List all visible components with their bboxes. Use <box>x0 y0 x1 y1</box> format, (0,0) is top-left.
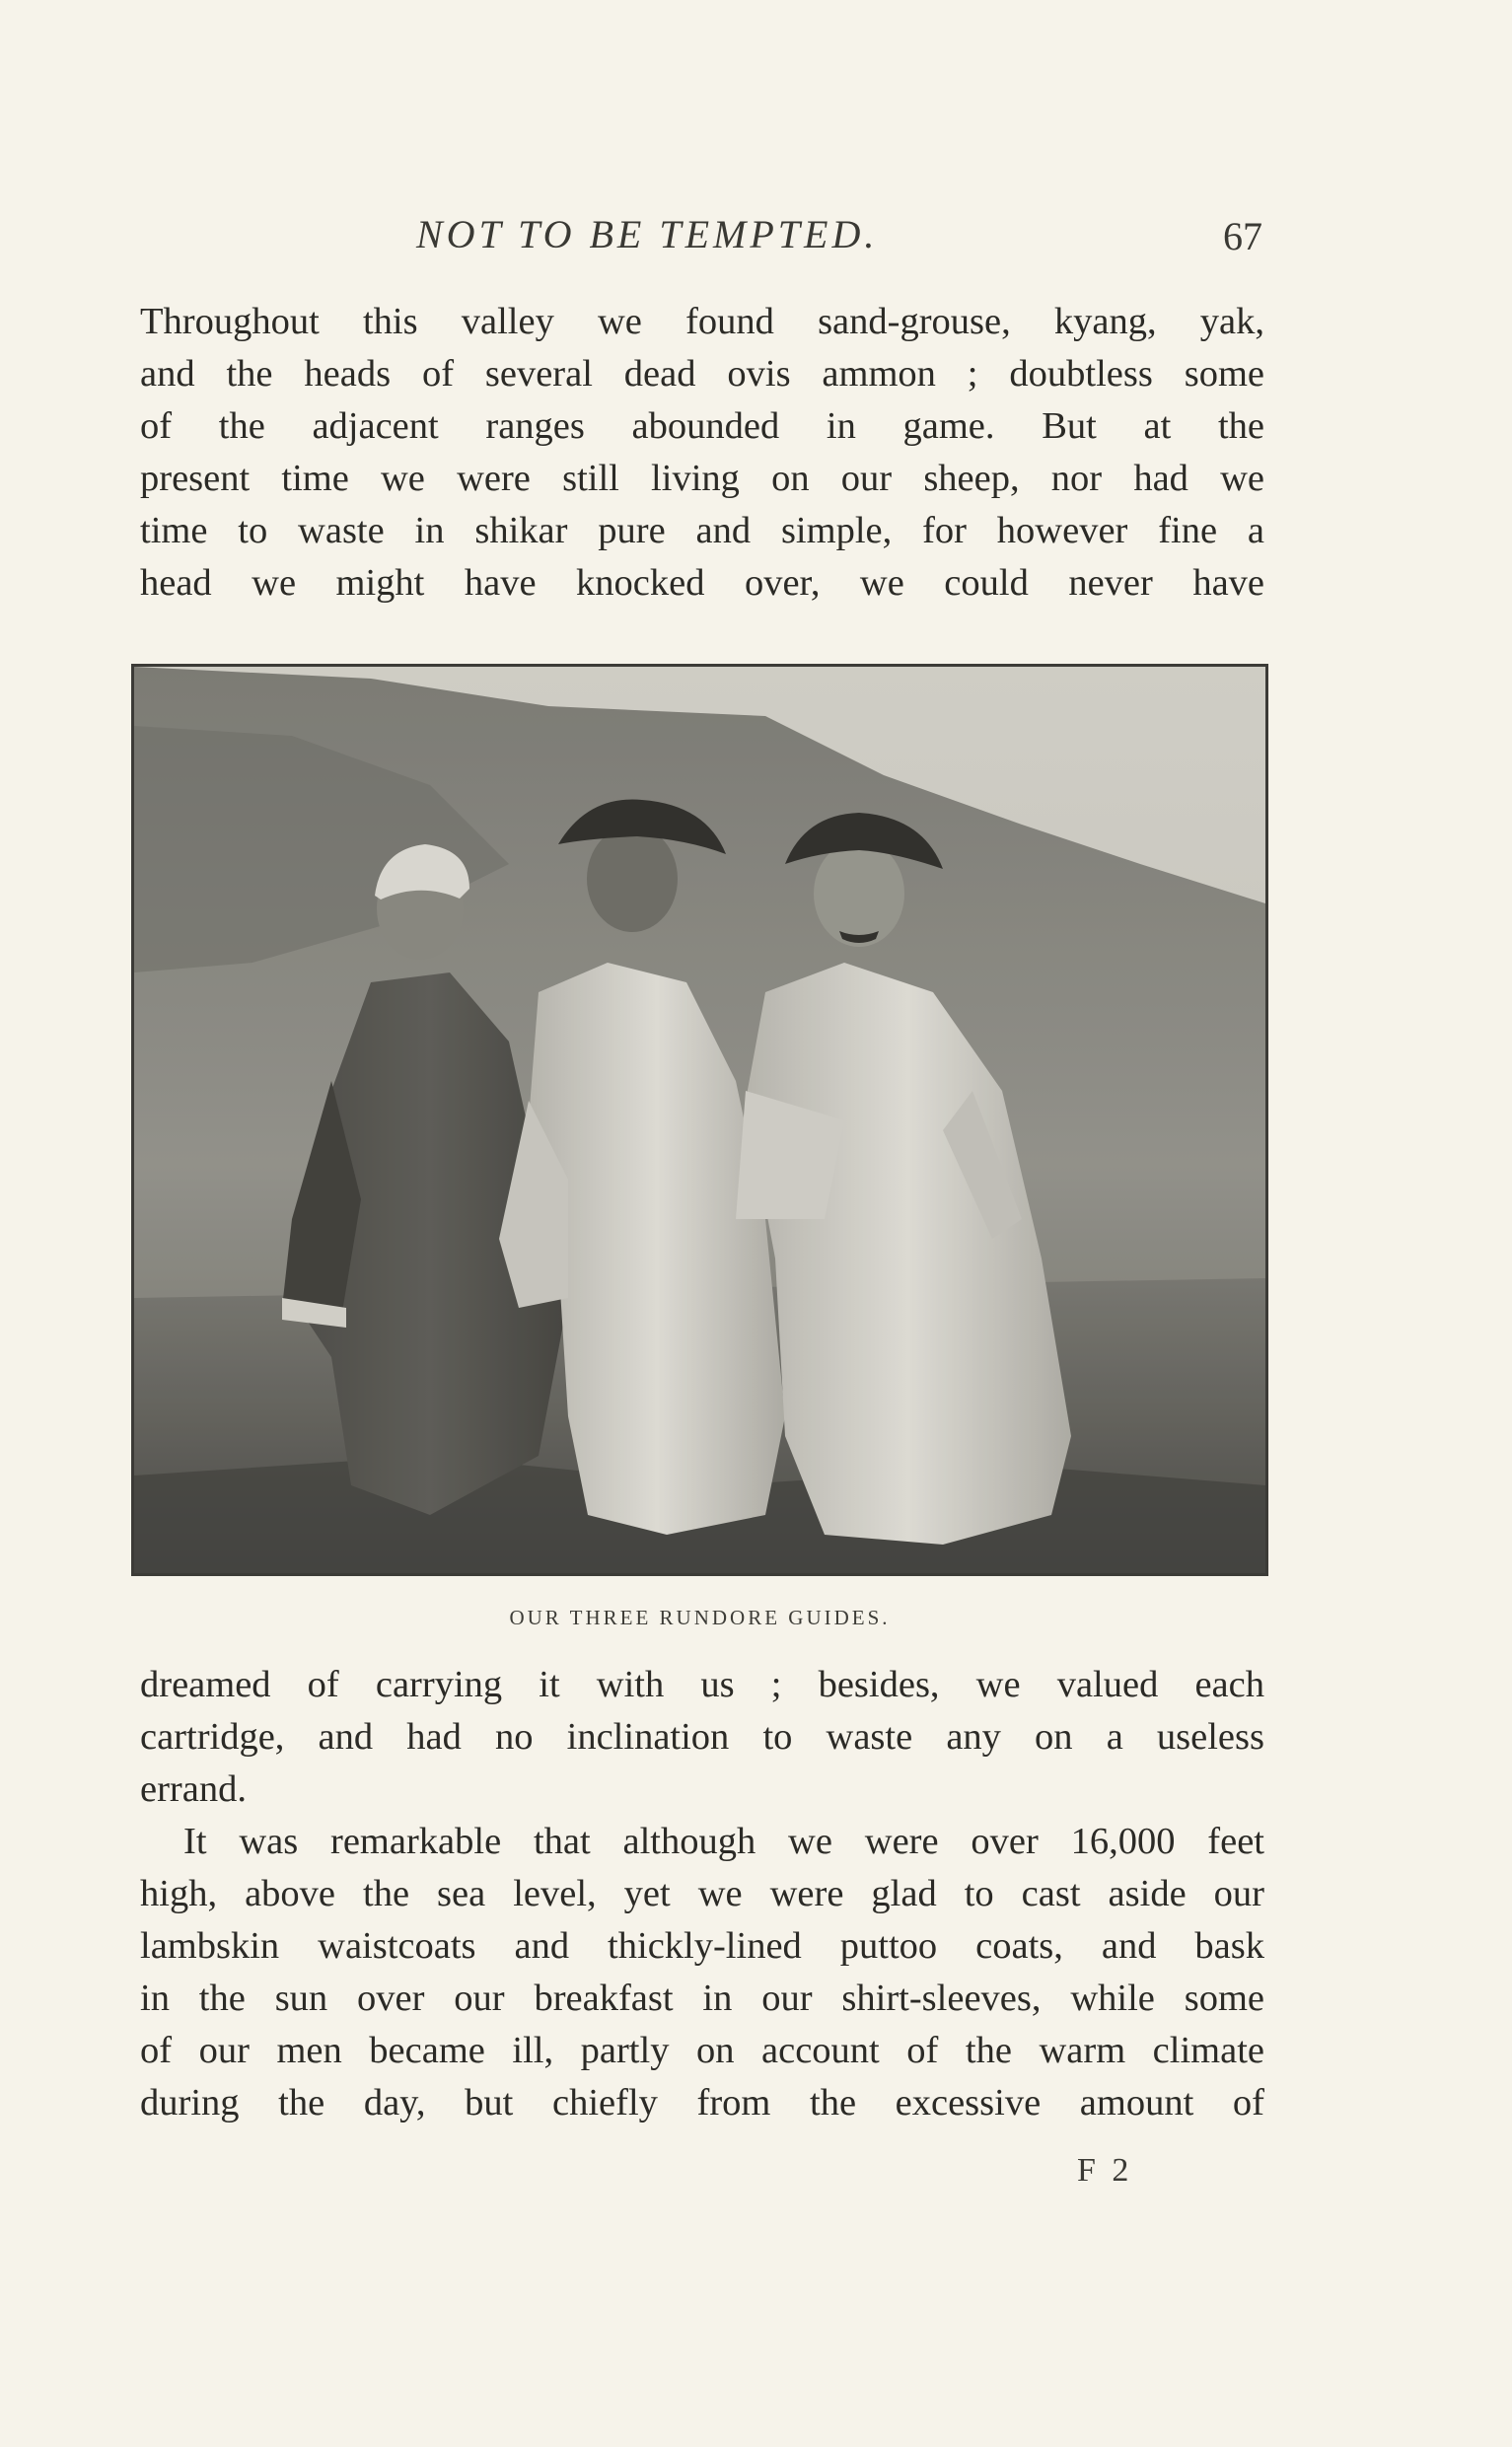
running-title: NOT TO BE TEMPTED. <box>416 212 879 256</box>
text-line: present time we were still living on our sheep, nor had we <box>140 458 1264 499</box>
text-line: of our men became ill, partly on account of the warm climate <box>140 2030 1264 2071</box>
text-line: of the adjacent ranges abounded in game. But at the <box>140 405 1264 447</box>
text-line: head we might have knocked over, we could never have <box>140 562 1264 604</box>
text-line: dreamed of carrying it with us ; besides, we valued each <box>140 1664 1264 1705</box>
text-line: lambskin waistcoats and thickly-lined puttoo coats, and bask <box>140 1925 1264 1967</box>
text-line: Throughout this valley we found sand-grouse, kyang, yak, <box>140 301 1264 342</box>
running-head <box>138 211 1262 270</box>
paragraph-top <box>140 296 1264 610</box>
photo-illustration <box>134 667 1265 1573</box>
text-line: and the heads of several dead ovis ammon ; doubtless some <box>140 353 1264 395</box>
photograph-three-guides <box>131 664 1268 1576</box>
text-line: in the sun over our breakfast in our shirt-sleeves, while some <box>140 1978 1264 2019</box>
text-line: It was remarkable that although we were over 16,000 feet <box>183 1821 1264 1862</box>
text-line: errand. <box>140 1768 247 1810</box>
text-line: during the day, but chiefly from the excessive amount of <box>140 2082 1264 2123</box>
signature-mark: F 2 <box>1077 2152 1133 2189</box>
paragraph-bottom <box>140 1659 1264 2129</box>
text-line: high, above the sea level, yet we were glad to cast aside our <box>140 1873 1264 1914</box>
text-line: time to waste in shikar pure and simple, for however fine a <box>140 510 1264 551</box>
figure-caption: OUR THREE RUNDORE GUIDES. <box>509 1606 891 1629</box>
page-number: 67 <box>1223 214 1262 258</box>
text-line: cartridge, and had no inclination to waste any on a useless <box>140 1716 1264 1758</box>
